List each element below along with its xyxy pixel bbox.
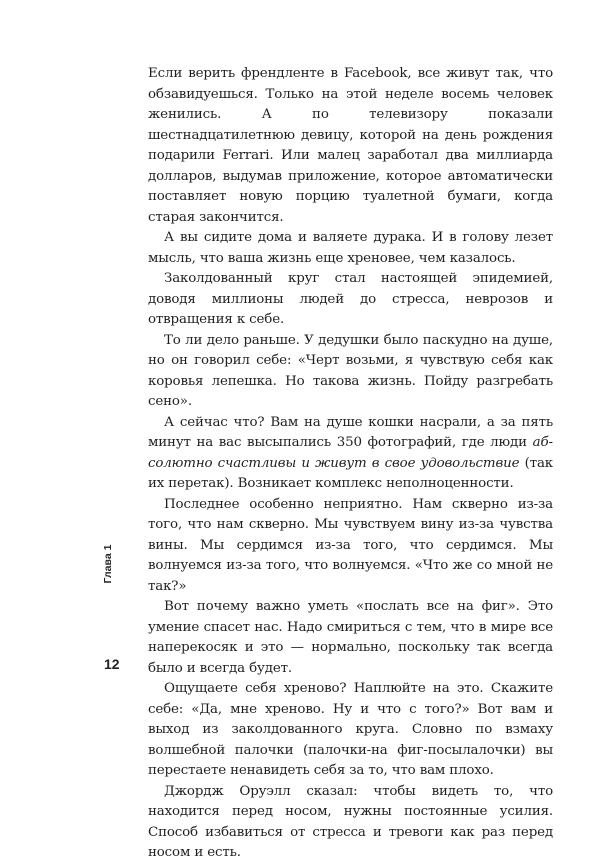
- paragraph-text: Если верить френдленте в Facebook, все живут так, что обзавидуешься. Только на этой неделе восемь человек женились. А по телевизору показали шестнадцатилетнюю девицу, которой на день рождения подарили Ferrari. Или малец заработал два миллиарда долларов, выдумав приложение, которое автоматически поставляет новую порцию туалетной бумаги, когда старая закончится.: [148, 66, 553, 225]
- paragraph-text: А сейчас что? Вам на душе кошки насрали, а за пять минут на вас высыпались 350 фотографий, где люди: [148, 414, 553, 450]
- paragraph-text: Вот почему важно уметь «послать все на фиг». Это умение спасет нас. Надо смириться с тем, что в мире все наперекосяк и это — нормально, поскольку так всегда было и всегда будет.: [148, 599, 553, 676]
- chapter-label: Глава 1: [102, 544, 114, 584]
- paragraph-text: Заколдованный круг стал настоящей эпидемией, доводя миллионы людей до стресса, неврозов и отвращения к себе.: [148, 271, 553, 327]
- italic-text: абсолютно счастливы и живут в свое удовольствие: [148, 435, 553, 471]
- paragraph: [148, 782, 553, 864]
- paragraph: [148, 269, 553, 331]
- paragraph-text: Ощущаете себя хреново? Наплюйте на это. Скажите себе: «Да, мне хреново. Ну и что с того?» Вот вам и выход из заколдованного круга. Словно по взмаху волшебной палочки (палочки-на фиг-посылалочки) вы перестаете ненавидеть себя за то, что вам плохо.: [148, 681, 553, 778]
- paragraph: [148, 597, 553, 679]
- paragraph-text: Джордж Оруэлл сказал: чтобы видеть то, что находится перед носом, нужны постоянные усилия. Способ избавиться от стресса и тревоги как раз перед носом и есть.: [148, 783, 553, 860]
- paragraph-text: А вы сидите дома и валяете дурака. И в голову лезет мысль, что ваша жизнь еще хреновее, чем казалось.: [148, 230, 553, 266]
- paragraph-text: Последнее особенно неприятно. Нам скверно из-за того, что нам скверно. Мы чувствуем вину из-за чувства вины. Мы сердимся из-за того, что сердимся. Мы волнуемся из-за того, что волнуемся. «Что же со мной не так?»: [148, 496, 553, 594]
- page-number: 12: [104, 656, 120, 672]
- paragraph: [148, 228, 553, 269]
- body-text: [148, 64, 553, 864]
- paragraph: [148, 331, 553, 413]
- paragraph: [148, 679, 553, 782]
- paragraph: [148, 413, 553, 495]
- paragraph-text: То ли дело раньше. У дедушки было паскудно на душе, но он говорил себе: «Черт возьми, я чувствую себя как коровья лепешка. Но такова жизнь. Пойду разгребать сено».: [148, 332, 553, 409]
- paragraph-text: (так их перетак). Возникает комплекс неполноценности.: [148, 455, 554, 491]
- paragraph: [148, 64, 553, 228]
- paragraph: [148, 495, 553, 598]
